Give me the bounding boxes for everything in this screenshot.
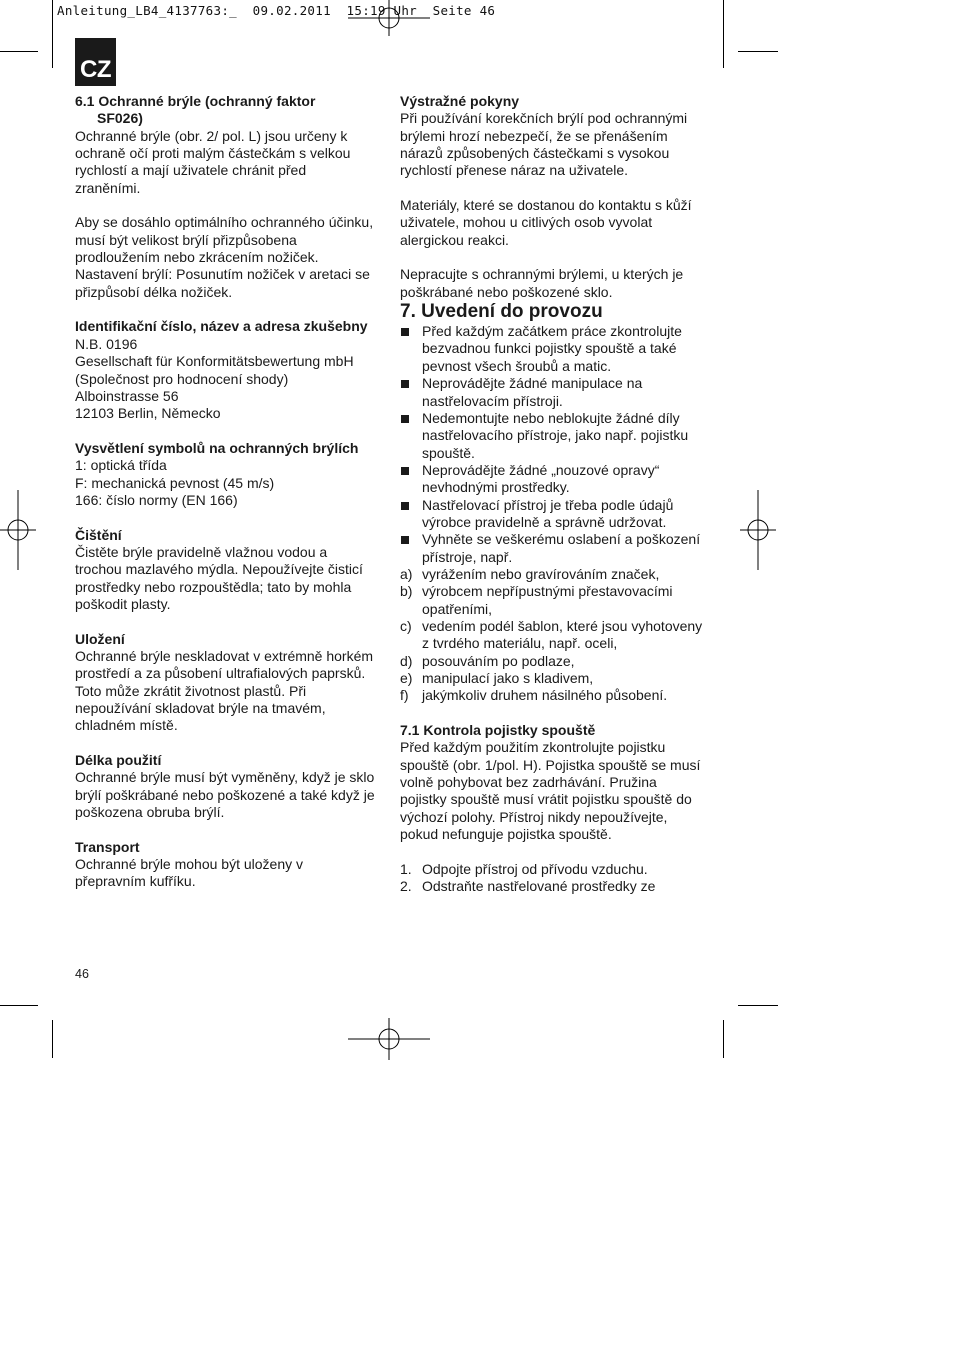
lettered-item: c) vedením podél šablon, které jsou vyhotoveny z tvrdého materiálu, např. oceli, xyxy=(400,617,703,652)
registration-mark-bottom xyxy=(348,1018,430,1060)
symbols-heading: Vysvětlení symbolů na ochranných brýlích xyxy=(75,439,359,456)
language-badge: CZ xyxy=(75,38,116,86)
bullet-item: Nastřelovací přístroj je třeba podle údajů výrobce pravidelně a správně udržovat. xyxy=(400,497,705,532)
bullet-square-icon xyxy=(401,415,409,423)
lifetime-heading: Délka použití xyxy=(75,752,162,769)
symbol-line: F: mechanická pevnost (45 m/s) xyxy=(75,474,275,491)
lettered-item: e) manipulací jako s kladivem, xyxy=(400,670,594,686)
lettered-item: b) výrobcem nepřípustnými přestavovacími opatřeními, xyxy=(400,583,673,617)
paragraph: Aby se dosáhlo optimálního ochranného účinku, musí být velikost brýlí přizpůsobena prodloužením nebo zkrácením nožiček. Nastavení brýlí: Posunutím nožiček v aretaci se přizpůsobí délka nožiček. xyxy=(75,214,374,300)
bullet-square-icon xyxy=(401,502,409,510)
lettered-item: a) vyrážením nebo gravírováním značek, xyxy=(400,565,660,582)
section-6-1-title-cont: SF026) xyxy=(97,110,143,127)
registration-mark-right xyxy=(740,490,776,570)
numbered-step: 2. Odstraňte nastřelované prostředky ze xyxy=(400,878,656,895)
paragraph: Čistěte brýle pravidelně vlažnou vodou a trochou mazlavého mýdla. Nepoužívejte čisticí prostředky nebo rozpouštědla; tato by mohla poškodit plasty. xyxy=(75,543,363,612)
paragraph: Nepracujte s ochrannými brýlemi, u kterých je poškrábané nebo poškozené sklo. xyxy=(400,266,684,300)
section-6-1-title: 6.1 Ochranné brýle (ochranný faktor xyxy=(75,93,316,109)
crop-mark xyxy=(738,51,778,52)
paragraph: Před každým použitím zkontrolujte pojistku spouště (obr. 1/pol. H). Pojistka spouště se musí volně pohybovat bez zadrhávání. Pružina pojistky spouště musí vrátit pojistku spouště do výchozí polohy. Přístroj nikdy nepoužívejte, pokud nefunguje pojistka spouště. xyxy=(400,739,701,843)
id-heading: Identifikační číslo, název a adresa zkušebny xyxy=(75,318,368,335)
crop-mark xyxy=(723,0,724,68)
bullet-item: Neprovádějte žádné „nouzové opravy“ nevhodnými prostředky. xyxy=(400,462,705,497)
section-7-1-title: 7.1 Kontrola pojistky spouště xyxy=(400,722,596,739)
crop-mark xyxy=(52,1020,53,1058)
storage-heading: Uložení xyxy=(75,630,125,647)
address-line: 12103 Berlin, Německo xyxy=(75,405,221,422)
transport-heading: Transport xyxy=(75,838,140,855)
bullet-item: Vyhněte se veškerému oslabení a poškození přístroje, např. xyxy=(400,531,705,566)
cleaning-heading: Čištění xyxy=(75,526,122,543)
crop-mark xyxy=(0,1005,38,1006)
paragraph: Ochranné brýle (obr. 2/ pol. L) jsou určeny k ochraně očí proti malým částečkám s velkou rychlostí a mají uživatele chránit před zraněními. xyxy=(75,127,351,196)
bullet-square-icon xyxy=(401,380,409,388)
symbol-line: 1: optická třída xyxy=(75,457,167,474)
right-column xyxy=(400,93,705,895)
bullet-square-icon xyxy=(401,328,409,336)
paragraph: Materiály, které se dostanou do kontaktu s kůží uživatele, mohou u citlivých osob vyvolat alergickou reakci. xyxy=(400,197,692,248)
section-7-title: 7. Uvedení do provozu xyxy=(400,301,603,323)
left-column xyxy=(75,93,375,891)
paragraph: Ochranné brýle neskladovat v extrémně horkém prostředí a za působení ultrafialových paprsků. Toto může zkrátit životnost plastů. Při nepoužívání skladovat brýle na tmavém, chladném místě. xyxy=(75,648,374,734)
address-line: Alboinstrasse 56 xyxy=(75,387,179,404)
bullet-square-icon xyxy=(401,467,409,475)
symbol-line: 166: číslo normy (EN 166) xyxy=(75,491,238,508)
lettered-item: f) jakýmkoliv druhem násilného působení. xyxy=(400,687,668,704)
numbered-step: 1. Odpojte přístroj od přívodu vzduchu. xyxy=(400,860,648,877)
registration-mark-top xyxy=(348,0,430,36)
crop-mark xyxy=(738,1005,778,1006)
crop-mark xyxy=(0,51,38,52)
crop-mark xyxy=(52,0,53,68)
crop-mark xyxy=(723,1020,724,1058)
page-number: 46 xyxy=(75,967,89,981)
bullet-item: Před každým začátkem práce zkontrolujte bezvadnou funkci pojistky spouště a také pevnost všech šroubů a matic. xyxy=(400,323,705,375)
print-slug: Anleitung_LB4_4137763:_ 09.02.2011 15:19 Uhr Seite 46 xyxy=(57,3,496,18)
bullet-item: Nedemontujte nebo neblokujte žádné díly nastřelovacího přístroje, jako např. pojistku spouště. xyxy=(400,410,705,462)
address-line: (Společnost pro hodnocení shody) xyxy=(75,370,289,387)
paragraph: Ochranné brýle musí být vyměněny, když je sklo brýlí poškrábané nebo poškozené a také když je poškozena obruba brýlí. xyxy=(75,769,375,821)
bullet-item: Neprovádějte žádné manipulace na nastřelovacím přístroji. xyxy=(400,375,705,410)
address-line: Gesellschaft für Konformitätsbewertung mbH xyxy=(75,353,354,370)
paragraph: Ochranné brýle mohou být uloženy v přepravním kufříku. xyxy=(75,856,304,890)
warnings-heading: Výstražné pokyny xyxy=(400,93,520,109)
lettered-item: d) posouváním po podlaze, xyxy=(400,652,575,669)
registration-mark-left xyxy=(0,490,36,570)
address-line: N.B. 0196 xyxy=(75,335,138,352)
bullet-square-icon xyxy=(401,536,409,544)
paragraph: Při používání korekčních brýlí pod ochrannými brýlemi hrozí nebezpečí, že se přenášením nárazů způsobených částečkami s vysokou rychlostí přenese náraz na uživatele. xyxy=(400,110,688,179)
